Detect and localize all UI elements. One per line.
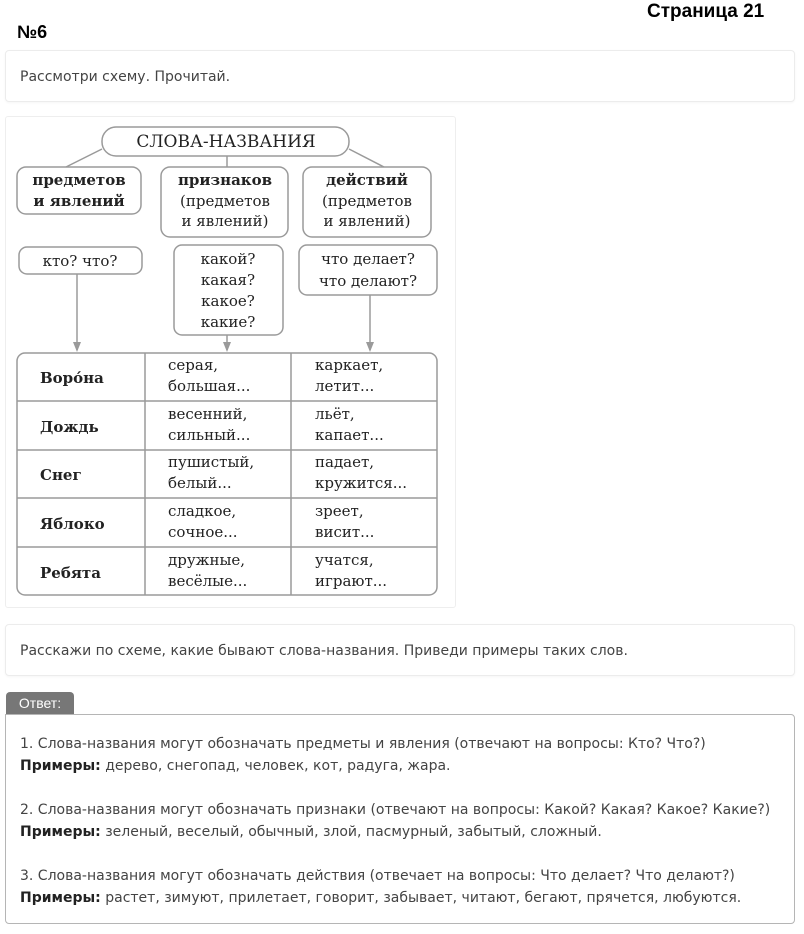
- table-word: Ребята: [40, 564, 101, 582]
- scheme-diagram: [6, 117, 455, 607]
- table-attr: серая,: [168, 356, 219, 374]
- table-word: Снег: [40, 466, 82, 484]
- table-action: кружится...: [315, 474, 408, 492]
- table-attr: сладкое,: [168, 502, 237, 520]
- category-sublabel: (предметов: [322, 192, 412, 210]
- table-attr: весенний,: [168, 405, 248, 423]
- table-action: падает,: [315, 453, 375, 471]
- question-text: кто? что?: [42, 252, 118, 270]
- answer-item: [20, 733, 780, 777]
- examples-text: растет, зимуют, прилетает, говорит, забывает, читают, бегают, прячется, любуются.: [105, 890, 742, 906]
- answer-examples: [20, 821, 780, 843]
- scheme-title: СЛОВА-НАЗВАНИЯ: [136, 132, 316, 152]
- question-text: что делают?: [319, 272, 417, 290]
- table-action: каркает,: [315, 356, 384, 374]
- instruction-card: [5, 50, 795, 102]
- instruction-text: Расскажи по схеме, какие бывают слова-названия. Приведи примеры таких слов.: [20, 643, 628, 659]
- category-label: действий: [326, 171, 408, 189]
- table-action: капает...: [315, 426, 384, 444]
- table-attr: дружные,: [168, 551, 246, 569]
- category-sublabel: (предметов: [180, 192, 270, 210]
- examples-text: дерево, снегопад, человек, кот, радуга, жара.: [105, 758, 451, 774]
- examples-label: Примеры:: [20, 890, 101, 906]
- category-sublabel: и явлений): [181, 212, 269, 230]
- category-label: предметов: [32, 171, 126, 189]
- table-action: зреет,: [315, 502, 364, 520]
- instruction-card: [5, 624, 795, 676]
- examples-text: зеленый, веселый, обычный, злой, пасмурный, забытый, сложный.: [105, 824, 602, 840]
- answer-box: [5, 714, 795, 924]
- table-attr: сильный...: [168, 426, 251, 444]
- answer-examples: [20, 887, 780, 909]
- table-word: Дождь: [40, 418, 99, 436]
- answer-tab: Ответ:: [6, 692, 74, 714]
- answer-text: 3. Слова-названия могут обозначать действия (отвечает на вопросы: Что делает? Что делают?): [20, 868, 735, 884]
- question-text: какое?: [201, 292, 255, 310]
- question-text: какой?: [200, 250, 256, 268]
- table-attr: белый...: [168, 474, 232, 492]
- table-action: учатся,: [315, 551, 374, 569]
- instruction-text: Рассмотри схему. Прочитай.: [20, 69, 231, 85]
- table-attr: сочное...: [168, 523, 238, 541]
- task-number: №6: [17, 22, 48, 42]
- category-sublabel: и явлений): [323, 212, 411, 230]
- table-action: летит...: [315, 377, 375, 395]
- answer-text: 2. Слова-названия могут обозначать признаки (отвечают на вопросы: Какой? Какая? Какое? Какие?): [20, 802, 771, 818]
- question-text: какая?: [200, 271, 256, 289]
- question-text: какие?: [200, 313, 256, 331]
- table-attr: весёлые...: [168, 572, 248, 590]
- scheme-image: [5, 116, 456, 608]
- table-attr: большая...: [168, 377, 251, 395]
- question-text: что делает?: [321, 250, 415, 268]
- table-action: льёт,: [315, 405, 355, 423]
- answer-examples: [20, 755, 780, 777]
- page-label: Страница 21: [647, 1, 765, 22]
- answer-item: [20, 799, 780, 843]
- answer-item: [20, 865, 780, 909]
- table-attr: пушистый,: [168, 453, 255, 471]
- category-label: признаков: [177, 171, 273, 189]
- table-word: Яблоко: [40, 515, 105, 533]
- table-action: висит...: [315, 523, 375, 541]
- category-label: и явлений: [33, 192, 125, 210]
- table-action: играют...: [315, 572, 388, 590]
- table-word: Воро́на: [40, 369, 104, 387]
- examples-label: Примеры:: [20, 758, 101, 774]
- examples-label: Примеры:: [20, 824, 101, 840]
- answer-text: 1. Слова-названия могут обозначать предметы и явления (отвечают на вопросы: Кто? Что?): [20, 736, 706, 752]
